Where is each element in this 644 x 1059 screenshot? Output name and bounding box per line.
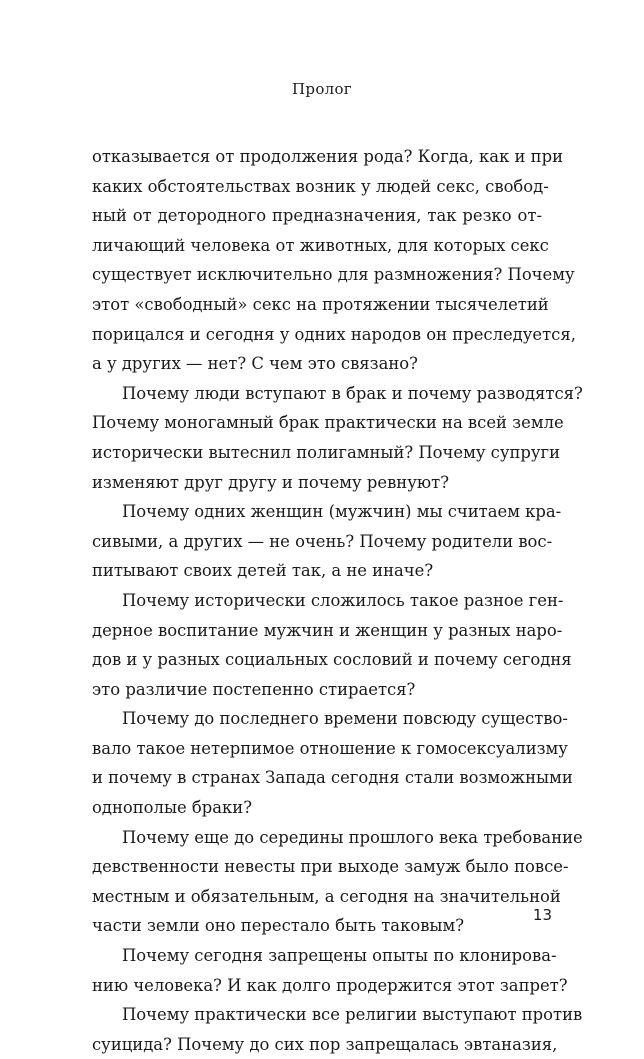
- paragraph: [92, 497, 562, 586]
- text-line: сивыми, а других — не очень? Почему родители вос-: [92, 531, 553, 551]
- paragraph: [92, 586, 572, 704]
- text-line: отказывается от продолжения рода? Когда, как и при: [92, 147, 564, 166]
- text-line: Почему моногамный брак практически на всей земле: [92, 413, 564, 433]
- text-line: местным и обязательным, а сегодня на значительной: [92, 886, 561, 906]
- paragraph: [92, 941, 568, 1000]
- text-line: изменяют друг другу и почему ревнуют?: [92, 472, 450, 492]
- text-line: это различие постепенно стирается?: [92, 679, 416, 699]
- text-line: ный от детородного предназначения, так резко от-: [92, 206, 542, 226]
- text-line: порицался и сегодня у одних народов он преследуется,: [92, 324, 576, 344]
- paragraph: [92, 1000, 583, 1059]
- text-line: нию человека? И как долго продержится этот запрет?: [92, 975, 568, 995]
- text-line: а у других — нет? С чем это связано?: [92, 354, 418, 374]
- text-line: существует исключительно для размножения? Почему: [92, 265, 575, 285]
- text-line: Почему до последнего времени повсюду существо-: [122, 709, 568, 729]
- text-line: этот «свободный» секс на протяжении тысячелетий: [92, 294, 549, 314]
- text-line: личающий человека от животных, для которых секс: [92, 235, 549, 255]
- text-line: суицида? Почему до сих пор запрещалась эвтаназия,: [92, 1034, 558, 1054]
- text-line: вало такое нетерпимое отношение к гомосексуализму: [92, 738, 568, 758]
- text-line: дов и у разных социальных сословий и почему сегодня: [92, 650, 572, 670]
- text-line: Почему практически все религии выступают против: [122, 1005, 583, 1025]
- paragraph: [92, 379, 583, 497]
- text-line: питывают своих детей так, а не иначе?: [92, 561, 434, 581]
- text-line: Почему люди вступают в брак и почему разводятся?: [122, 383, 583, 403]
- text-line: дерное воспитание мужчин и женщин у разных наро-: [92, 620, 563, 640]
- body-text: [92, 142, 583, 1059]
- paragraph: [92, 142, 576, 379]
- text-line: Почему исторически сложилось такое разное ген-: [122, 590, 564, 610]
- paragraph: [92, 823, 583, 941]
- text-line: девственности невесты при выходе замуж было повсе-: [92, 857, 569, 877]
- text-line: Почему еще до середины прошлого века требование: [122, 827, 583, 847]
- paragraph: [92, 704, 573, 822]
- text-line: исторически вытеснил полигамный? Почему супруги: [92, 442, 561, 462]
- running-head: Пролог: [292, 80, 352, 98]
- text-line: и почему в странах Запада сегодня стали возможными: [92, 768, 573, 788]
- text-line: каких обстоятельствах возник у людей секс, свобод-: [92, 176, 549, 196]
- text-line: Почему одних женщин (мужчин) мы считаем кра-: [122, 502, 562, 522]
- page-number: 13: [532, 906, 552, 924]
- text-line: Почему сегодня запрещены опыты по клонирова-: [122, 946, 557, 966]
- text-line: части земли оно перестало быть таковым?: [92, 916, 464, 936]
- text-line: однополые браки?: [92, 798, 253, 818]
